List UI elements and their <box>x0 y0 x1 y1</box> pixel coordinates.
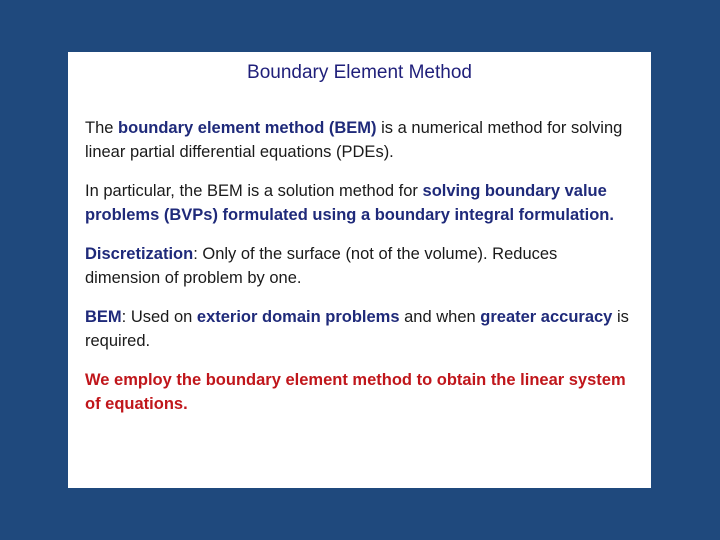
text: is a numerical method for solving linear partial differential equations (PDEs). <box>85 119 623 161</box>
slide-body <box>85 116 633 431</box>
slide-title: Boundary Element Method <box>247 62 472 83</box>
text: : Only of the surface (not of the volume). Reduces dimension of problem by one. <box>85 245 558 287</box>
paragraph-definition <box>85 116 633 164</box>
paragraph-discretization <box>85 242 633 290</box>
text: and when <box>399 308 481 326</box>
text: In particular, the BEM is a solution method for <box>85 182 423 200</box>
slide-card <box>68 52 651 488</box>
text: is required. <box>85 308 629 350</box>
text: The <box>85 119 119 137</box>
highlight-bem: boundary element method (BEM) <box>118 119 377 137</box>
highlight-accuracy: greater accuracy <box>480 308 613 326</box>
highlight-discretization: Discretization <box>85 245 194 263</box>
paragraph-bvp <box>85 179 633 227</box>
highlight-bem-label: BEM <box>85 308 122 326</box>
text: : Used on <box>121 308 197 326</box>
paragraph-usage <box>85 305 633 353</box>
highlight-exterior: exterior domain problems <box>196 308 400 326</box>
paragraph-conclusion: We employ the boundary element method to obtain the linear system of equations. <box>85 371 626 413</box>
highlight-bvp: solving boundary value problems (BVPs) formulated using a boundary integral formulation. <box>85 182 614 224</box>
